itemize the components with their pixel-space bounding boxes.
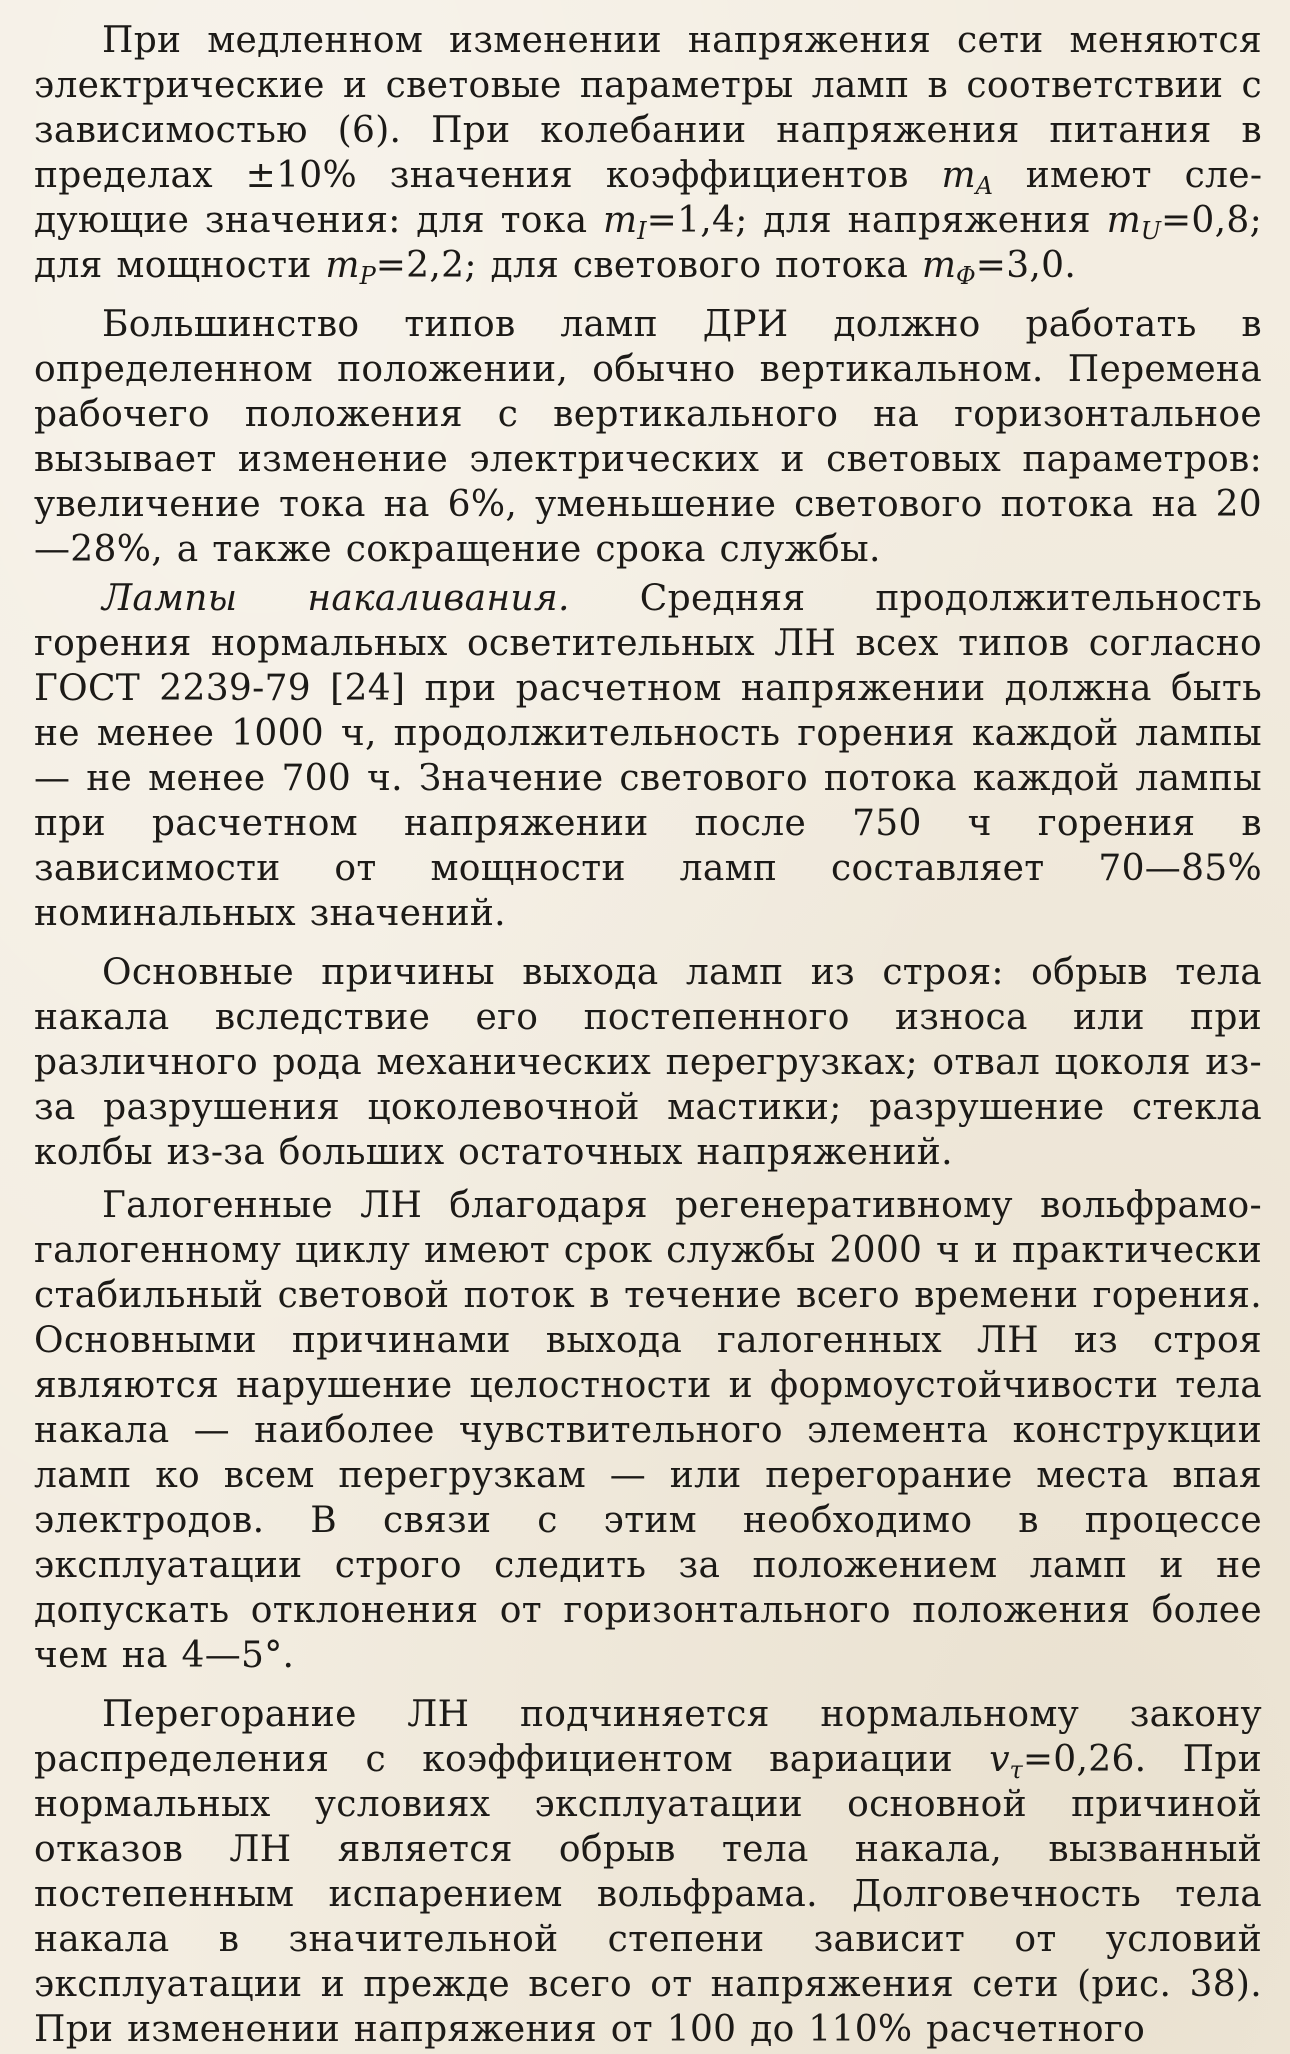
paragraph-6-text: Перегорание ЛН подчиняется нормальному закону распределения с коэффициентом вариации [34,1694,1262,1780]
paragraph-3-text: Средняя продолжительность горения нормальных осветительных ЛН всех типов согласно ГОСТ 2239-79 [24] при расчетном напряжении должна быть не менее 1000 ч, продолжительность горения каждой лампы — не менее 700 ч. Значение светового потока каждой лампы при расчетном напряжении после 750 ч горения в зависимости от мощности ламп составляет 70—85% номинальных значений. [34,578,1262,934]
paragraph-4: Основные причины выхода ламп из строя: обрыв тела накала вследствие его постепенного износа или при различного рода механических перегрузках; отвал цоколя из-за разрушения цоколевочной мастики; разрушение стекла колбы из-за больших остаточных напряжений. [34,952,1262,1173]
coefficient-mP: $m_P$ [325,245,376,290]
paragraph-6: Перегорание ЛН подчиняется нормальному закону распределения с коэффициентом вариации $v_\tau=0,26$. При нормальных условиях эксплуатации основной причиной отказов ЛН является обрыв тела накала, вызванный постепенным испарением вольфрама. Долговечность тела накала в значительной степени зависит от условий эксплуатации и прежде всего от напряжения сети (рис. 38). При изменении напряжения от 100 до 110% расчетного [34,1694,1262,2050]
coefficient-mA: $m_A$ [941,155,993,200]
paragraph-1-text: При медленном изменении напряжения сети меняются электрические и световые параметры ламп в соответствии с зависимостью (6). При колебании напряжения питания в пределах ±10% значения коэффициентов [34,20,1262,196]
paragraph-5: Галогенные ЛН благодаря регенеративному вольфрамо-галогенному циклу имеют срок службы 2000 ч и практически стабильный световой поток в течение всего времени горения. Основными причинами выхода галогенных ЛН из строя являются нарушение целостности и формоустойчивости тела накала — наиболее чувствительного элемента конструкции ламп ко всем перегрузкам — или перегорание места впая электродов. В связи с этим необходимо в процессе эксплуатации строго следить за положением ламп и не допускать отклонения от горизонтального положения более чем на 4—5°. [34,1185,1262,1676]
paragraph-3 [34,576,1262,936]
paragraph-1: При медленном изменении напряжения сети меняются электрические и световые параметры ламп в соответствии с зависимостью (6). При колебании напряжения питания в пределах ±10% значения коэффициентов $m_A$ имеют следующие значения: для тока $m_I=1,4$; для напряжения $m_U=0,8$; для мощности $m_P=2,2$; для светового потока $m_\Phi=3,0$. [34,20,1262,290]
coefficient-mI: $m_I$ [602,200,647,245]
paragraph-2: Большинство типов ламп ДРИ должно работать в определенном положении, обычно вертикальном. Перемена рабочего положения с вертикального на горизонтальное вызывает изменение электрических и световых параметров: увеличение тока на 6%, уменьшение светового потока на 20—28%, а также сокращение срока службы. [34,304,1262,570]
page-text [34,18,1262,2052]
coefficient-mF: $m_\Phi$ [921,245,976,290]
coefficient-mU: $m_U$ [1106,200,1161,245]
variation-coefficient: $v_\tau$ [989,1739,1023,1784]
section-lead-incandescent: Лампы накаливания. [102,578,570,619]
